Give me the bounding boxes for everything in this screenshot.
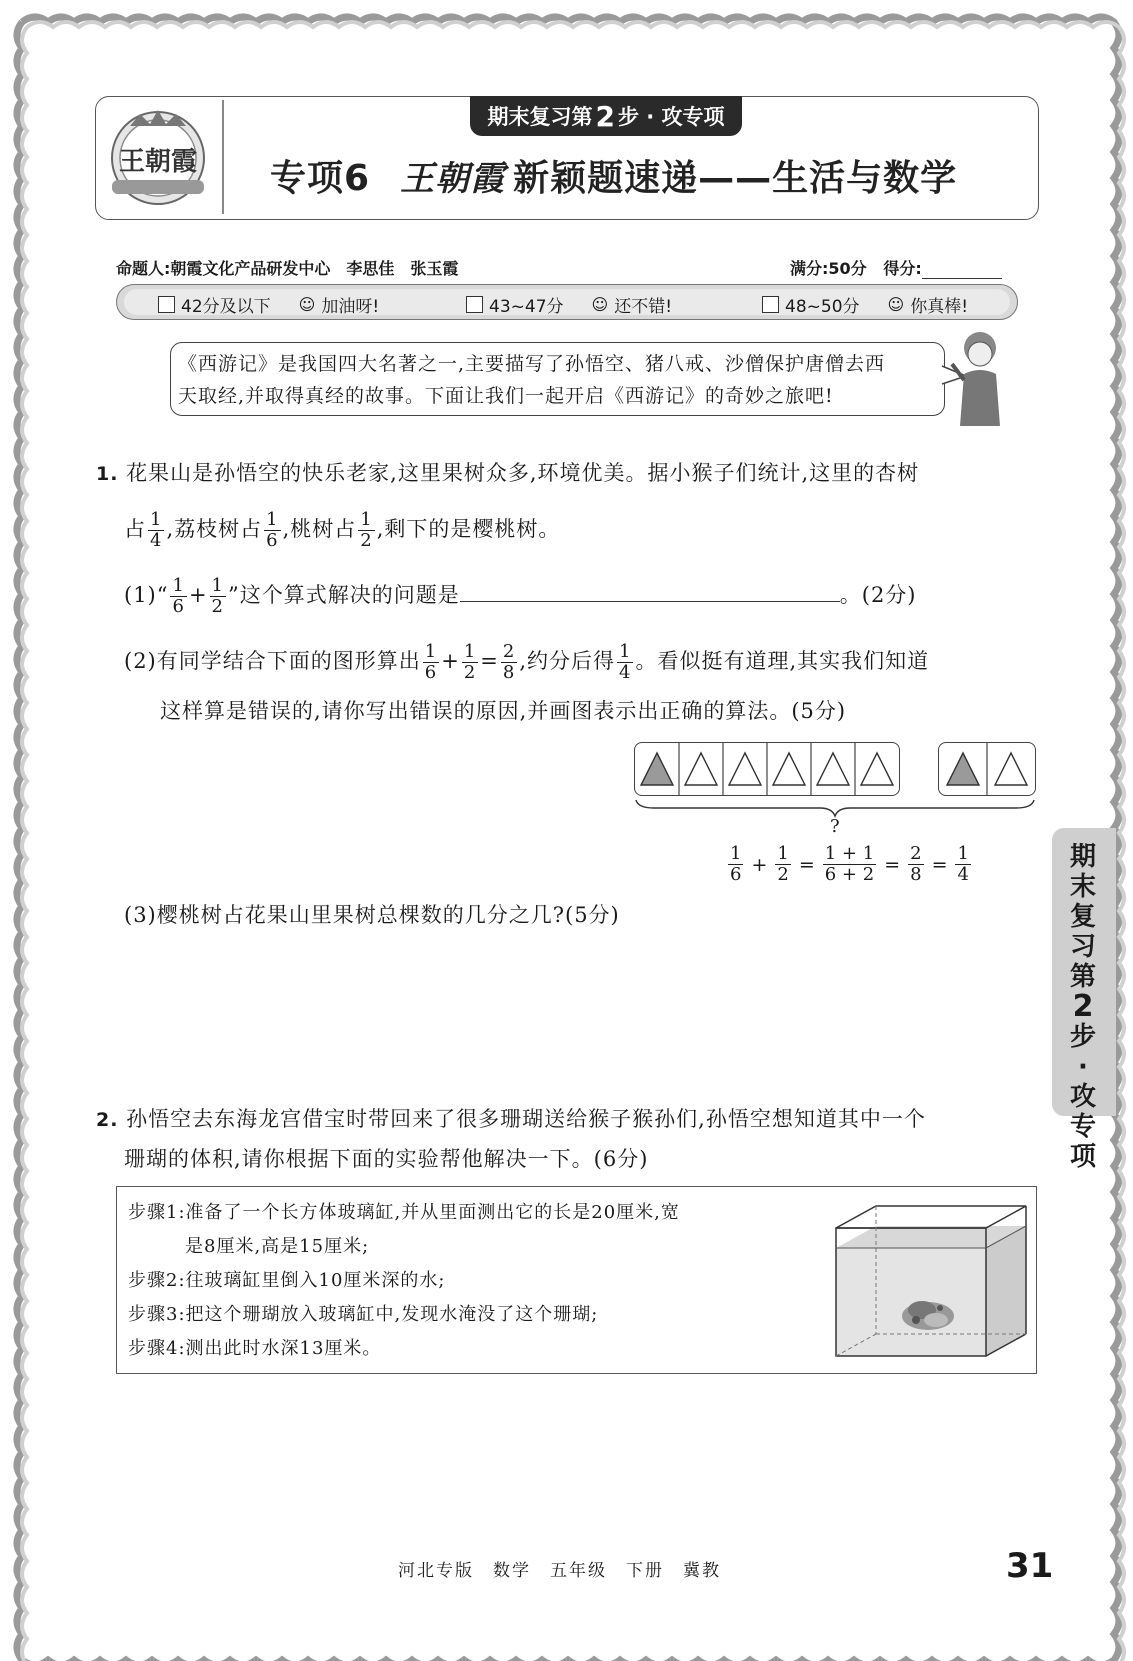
numerator: 1 + 1 <box>824 843 875 864</box>
frac-2-8 <box>501 642 517 683</box>
q1-l2-a: 占 <box>124 517 146 541</box>
denominator: 2 <box>777 864 789 885</box>
intro-line-1: 《西游记》是我国四大名著之一,主要描写了孙悟空、猪八戒、沙僧保护唐僧去西 <box>178 353 886 375</box>
q2-line-2: 珊瑚的体积,请你根据下面的实验帮他解决一下。(6分) <box>124 1147 649 1171</box>
six-triangles <box>635 743 899 795</box>
grade-comment-1: 加油呀! <box>321 297 380 317</box>
sub1-c: 。(2分) <box>839 583 917 607</box>
q1-sub-1 <box>124 576 917 617</box>
denominator: 6 + 2 <box>824 864 875 885</box>
question-mark: ? <box>830 816 840 837</box>
triangle-group-six <box>634 742 900 796</box>
q1-sub-3: (3)樱桃树占花果山里果树总棵数的几分之几?(5分) <box>124 903 620 927</box>
side-tab-a: 期末复习第 <box>1069 842 1096 992</box>
plus-sign: + <box>441 649 460 673</box>
numerator: 1 <box>957 843 969 864</box>
denominator: 2 <box>360 530 373 551</box>
denominator: 8 <box>502 662 516 683</box>
plus-sign: + <box>751 853 768 876</box>
step-4: 步骤4:测出此时水深13厘米。 <box>128 1338 382 1359</box>
side-tab-num: 2 <box>1072 989 1094 1024</box>
triangle <box>773 753 805 785</box>
q1-text-1: 花果山是孙悟空的快乐老家,这里果树众多,环境优美。据小猴子们统计,这里的杏树 <box>126 461 920 485</box>
step-1: 步骤1:准备了一个长方体玻璃缸,并从里面测出它的长是20厘米,宽 <box>128 1202 680 1223</box>
frac-1-4 <box>617 642 633 683</box>
title-suffix: 新颖题速递——生活与数学 <box>513 158 958 199</box>
step-tab <box>470 96 742 136</box>
grade-comment-3: 你真棒! <box>910 297 969 317</box>
denominator: 4 <box>957 864 969 885</box>
numerator: 1 <box>172 575 185 596</box>
sub2-c: 。看似挺有道理,其实我们知道 <box>635 649 930 673</box>
denominator: 6 <box>730 864 742 885</box>
grade-checkbox-2[interactable] <box>466 296 483 313</box>
triangle <box>817 753 849 785</box>
page-number: 31 <box>1006 1546 1054 1586</box>
brand-logo <box>100 100 220 214</box>
full-score: 满分:50分 <box>790 259 867 278</box>
numerator: 1 <box>730 843 742 864</box>
smiley-icon: ☺ <box>591 295 609 314</box>
triangle <box>861 753 893 785</box>
footer-text: 河北专版 数学 五年级 下册 冀教 <box>398 1561 721 1581</box>
frac-1-2 <box>775 844 790 885</box>
frac-1-6 <box>264 510 280 551</box>
step-prefix: 期末复习第 <box>487 105 593 129</box>
shaded-triangle <box>947 753 979 785</box>
q1-line-2 <box>124 510 560 551</box>
svg-text:王朝霞: 王朝霞 <box>118 147 198 177</box>
smiley-icon: ☺ <box>298 295 316 314</box>
side-tab-text <box>1058 842 1108 1172</box>
triangle <box>685 753 717 785</box>
step-1-cont: 是8厘米,高是15厘米; <box>128 1236 370 1257</box>
grade-item-1 <box>158 292 379 317</box>
denominator: 2 <box>463 662 477 683</box>
title-prefix: 专项6 <box>270 158 371 199</box>
grade-item-3 <box>762 292 968 317</box>
sub1-a: (1)“ <box>124 583 169 607</box>
triangle-group-two <box>938 742 1036 796</box>
step-number: 2 <box>595 99 615 133</box>
equals-sign: = <box>931 853 948 876</box>
numerator: 1 <box>266 509 279 530</box>
frac-1-2 <box>462 642 478 683</box>
denominator: 4 <box>150 530 163 551</box>
q2-number: 2. <box>96 1109 119 1131</box>
numerator: 1 <box>777 843 789 864</box>
numerator: 1 <box>211 575 224 596</box>
grade-checkbox-1[interactable] <box>158 296 175 313</box>
grade-range-3: 48~50分 <box>785 297 860 317</box>
q2-text-1: 孙悟空去东海龙宫借宝时带回来了很多珊瑚送给猴子猴孙们,孙悟空想知道其中一个 <box>126 1107 926 1131</box>
numerator: 2 <box>910 843 922 864</box>
frac-2-8 <box>908 844 923 885</box>
grade-comment-2: 还不错! <box>614 297 673 317</box>
sub1-b: ”这个算式解决的问题是 <box>228 583 460 607</box>
score-label: 得分: <box>883 259 922 278</box>
q1-l2-b: ,荔枝树占 <box>166 517 263 541</box>
intro-text <box>178 348 938 412</box>
frac-sum <box>823 844 876 885</box>
frac-1-4 <box>955 844 970 885</box>
grade-checkbox-3[interactable] <box>762 296 779 313</box>
frac-1-4 <box>148 510 164 551</box>
score-blank[interactable] <box>922 262 1002 279</box>
q1-sub-2 <box>124 642 929 683</box>
shaded-triangle <box>641 753 673 785</box>
denominator: 6 <box>266 530 279 551</box>
grade-item-2 <box>466 292 672 317</box>
frac-1-2 <box>358 510 374 551</box>
denominator: 6 <box>172 596 185 617</box>
triangle <box>729 753 761 785</box>
page-title <box>270 150 957 201</box>
brace-icon <box>634 798 1036 818</box>
experiment-steps <box>128 1196 680 1366</box>
authors-line: 命题人:朝霞文化产品研发中心 李思佳 张玉霞 <box>116 259 459 278</box>
wrong-equation <box>726 844 973 885</box>
intro-line-2: 天取经,并取得真经的故事。下面让我们一起开启《西游记》的奇妙之旅吧! <box>178 385 834 407</box>
numerator: 1 <box>150 509 163 530</box>
numerator: 1 <box>424 641 438 662</box>
numerator: 1 <box>619 641 632 662</box>
step-2: 步骤2:往玻璃缸里倒入10厘米深的水; <box>128 1270 446 1291</box>
girl-illustration-icon <box>950 330 1008 430</box>
equals-sign: = <box>798 853 815 876</box>
grade-range-1: 42分及以下 <box>181 297 271 317</box>
side-tab-b: 步·攻专项 <box>1069 1022 1096 1172</box>
denominator: 2 <box>211 596 224 617</box>
score-area <box>790 256 1002 279</box>
logo-emblem-icon <box>100 100 220 214</box>
q1-line-1 <box>96 458 919 489</box>
plus-sign: + <box>188 583 208 607</box>
denominator: 8 <box>910 864 922 885</box>
denominator: 6 <box>424 662 438 683</box>
frac-1-6 <box>170 576 186 617</box>
equals-sign: = <box>480 649 499 673</box>
triangle <box>995 753 1027 785</box>
sub2-b: ,约分后得 <box>519 649 616 673</box>
grade-range-2: 43~47分 <box>489 297 564 317</box>
frac-1-6 <box>423 642 439 683</box>
q1-l2-d: ,剩下的是樱桃树。 <box>376 517 561 541</box>
smiley-icon: ☺ <box>887 295 905 314</box>
numerator: 1 <box>360 509 373 530</box>
equals-sign: = <box>884 853 901 876</box>
answer-blank[interactable] <box>460 581 840 602</box>
q1-number: 1. <box>96 463 119 485</box>
title-brand: 王朝霞 <box>400 159 506 199</box>
q2-line-1 <box>96 1104 926 1135</box>
sub2-a: (2)有同学结合下面的图形算出 <box>124 649 421 673</box>
step-suffix: 步 · 攻专项 <box>617 105 725 129</box>
numerator: 2 <box>502 641 516 662</box>
denominator: 4 <box>619 662 632 683</box>
glass-tank-icon <box>830 1198 1030 1362</box>
step-3: 步骤3:把这个珊瑚放入玻璃缸中,发现水淹没了这个珊瑚; <box>128 1304 599 1325</box>
logo-divider <box>222 100 224 214</box>
frac-1-6 <box>728 844 743 885</box>
frac-1-2 <box>210 576 226 617</box>
q1-sub-2-line-2: 这样算是错误的,请你写出错误的原因,并画图表示出正确的算法。(5分) <box>160 699 847 723</box>
q1-l2-c: ,桃树占 <box>282 517 357 541</box>
numerator: 1 <box>463 641 477 662</box>
two-triangles <box>939 743 1035 795</box>
